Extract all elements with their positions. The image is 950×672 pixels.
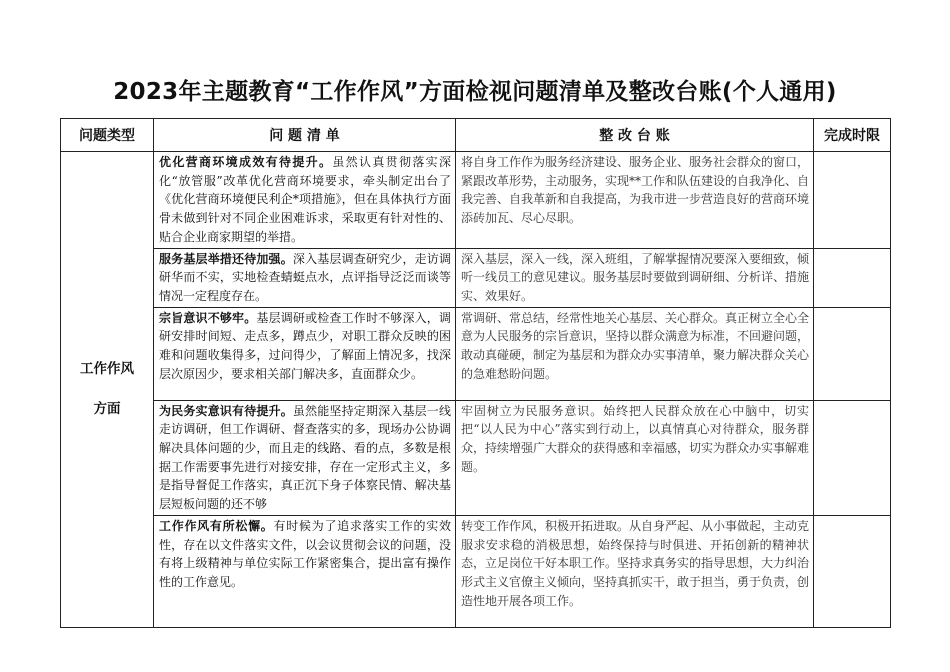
- table-row: [61, 248, 891, 307]
- table-row: [61, 515, 891, 627]
- deadline-cell: [814, 515, 891, 627]
- table-row: [61, 307, 891, 400]
- header-row: [61, 119, 891, 152]
- rectification-cell: [456, 152, 814, 249]
- header-type: 问题类型: [61, 119, 154, 152]
- problem-cell: [154, 248, 456, 307]
- problem-lead: 工作作风有所松懈。: [159, 518, 274, 533]
- rectification-text: 将自身工作作为服务经济建设、服务企业、服务社会群众的窗口，紧跟改革形势，主动服务，实现**工作和队伍建设的自我净化、自我完善、自我革新和自我提高，为我市进一步营造良好的营商环境添砖加瓦、尽心尽职。: [461, 155, 810, 226]
- problem-lead: 宗旨意识不够牢。: [159, 310, 257, 325]
- problem-cell: [154, 400, 456, 515]
- rectification-cell: [456, 307, 814, 400]
- problem-cell: [154, 515, 456, 627]
- deadline-cell: [814, 307, 891, 400]
- problem-text: 深入基层调查研究少，走访调研华而不实，实地检查蜻蜓点水，点评指导泛泛而谈等情况一定程度存在。: [159, 251, 451, 303]
- problem-text: 有时候为了追求落实工作的实效性，存在以文件落实文件，以会议贯彻会议的问题，没有将上级精神与单位实际工作紧密集合，提出富有操作性的工作意见。: [159, 518, 451, 589]
- category-cell: [61, 152, 154, 628]
- problem-text: 虽然能坚持定期深入基层一线走访调研，但工作调研、督查落实的多，现场办公协调解决具体问题的少，而且走的线路、看的点，多数是根据工作需要事先进行对接安排，存在一定形式主义，多是指导督促工作落实，真正沉下身子体察民情、解决基层短板问题的还不够: [159, 403, 451, 512]
- problem-lead: 为民务实意识有待提升。: [159, 403, 293, 418]
- rectification-cell: [456, 248, 814, 307]
- deadline-cell: [814, 152, 891, 249]
- rectification-text: 转变工作作风，积极开拓进取。从自身严起、从小事做起，主动克服求安求稳的消极思想，始终保持与时俱进、开拓创新的精神状态，立足岗位干好本职工作。坚持求真务实的指导思想，大力纠治形式主义官僚主义倾向，坚持真抓实干，敢于担当，勇于负责，创造性地开展各项工作。: [461, 518, 810, 608]
- document-title: 2023年主题教育“工作作风”方面检视问题清单及整改台账(个人通用): [113, 79, 837, 105]
- table-row: [61, 152, 891, 249]
- table-row: [61, 400, 891, 515]
- header-problems: 问 题 清 单: [154, 119, 456, 152]
- category-line-1: 工作作风: [80, 361, 134, 378]
- problem-lead: 优化营商环境成效有待提升。: [159, 155, 333, 169]
- problem-text: 虽然认真贯彻落实深化“放管服”改革优化营商环境要求，牵头制定出台了《优化营商环境便民利企*项措施》，但在具体执行方面骨未做到针对不同企业困难诉求，采取更有针对性的、贴合企业商家期望的举措。: [159, 155, 451, 244]
- problem-cell: [154, 152, 456, 249]
- rectification-text: 常调研、常总结，经常性地关心基层、关心群众。真正树立全心全意为人民服务的宗旨意识，坚持以群众满意为标准，不回避问题，敢动真碰硬，制定为基层和为群众办实事清单，聚力解决群众关心的急难愁盼问题。: [461, 310, 810, 381]
- rectification-cell: [456, 400, 814, 515]
- rectification-table: [60, 118, 891, 628]
- rectification-text: 深入基层，深入一线，深入班组，了解掌握情况要深入要细致，倾听一线员工的意见建议。服务基层时要做到调研细、分析详、措施实、效果好。: [461, 251, 810, 303]
- rectification-cell: [456, 515, 814, 627]
- problem-lead: 服务基层举措还待加强。: [159, 251, 293, 266]
- problem-cell: [154, 307, 456, 400]
- deadline-cell: [814, 400, 891, 515]
- category-line-2: 方面: [93, 401, 121, 418]
- problem-text: 基层调研或检查工作时不够深入，调研安排时间短、走点多，蹲点少，对职工群众反映的困难和问题收集得多，过问得少，了解面上情况多，找深层次原因少，要求相关部门解决多，直面群众少。: [159, 310, 451, 381]
- header-deadline: 完成时限: [814, 119, 891, 152]
- header-rectification: 整 改 台 账: [456, 119, 814, 152]
- deadline-cell: [814, 248, 891, 307]
- rectification-text: 牢固树立为民服务意识。始终把人民群众放在心中脑中，切实把“以人民为中心”落实到行动上，以真情真心对待群众，服务群众，持续增强广大群众的获得感和幸福感，切实为群众办实事解难题。: [461, 403, 810, 474]
